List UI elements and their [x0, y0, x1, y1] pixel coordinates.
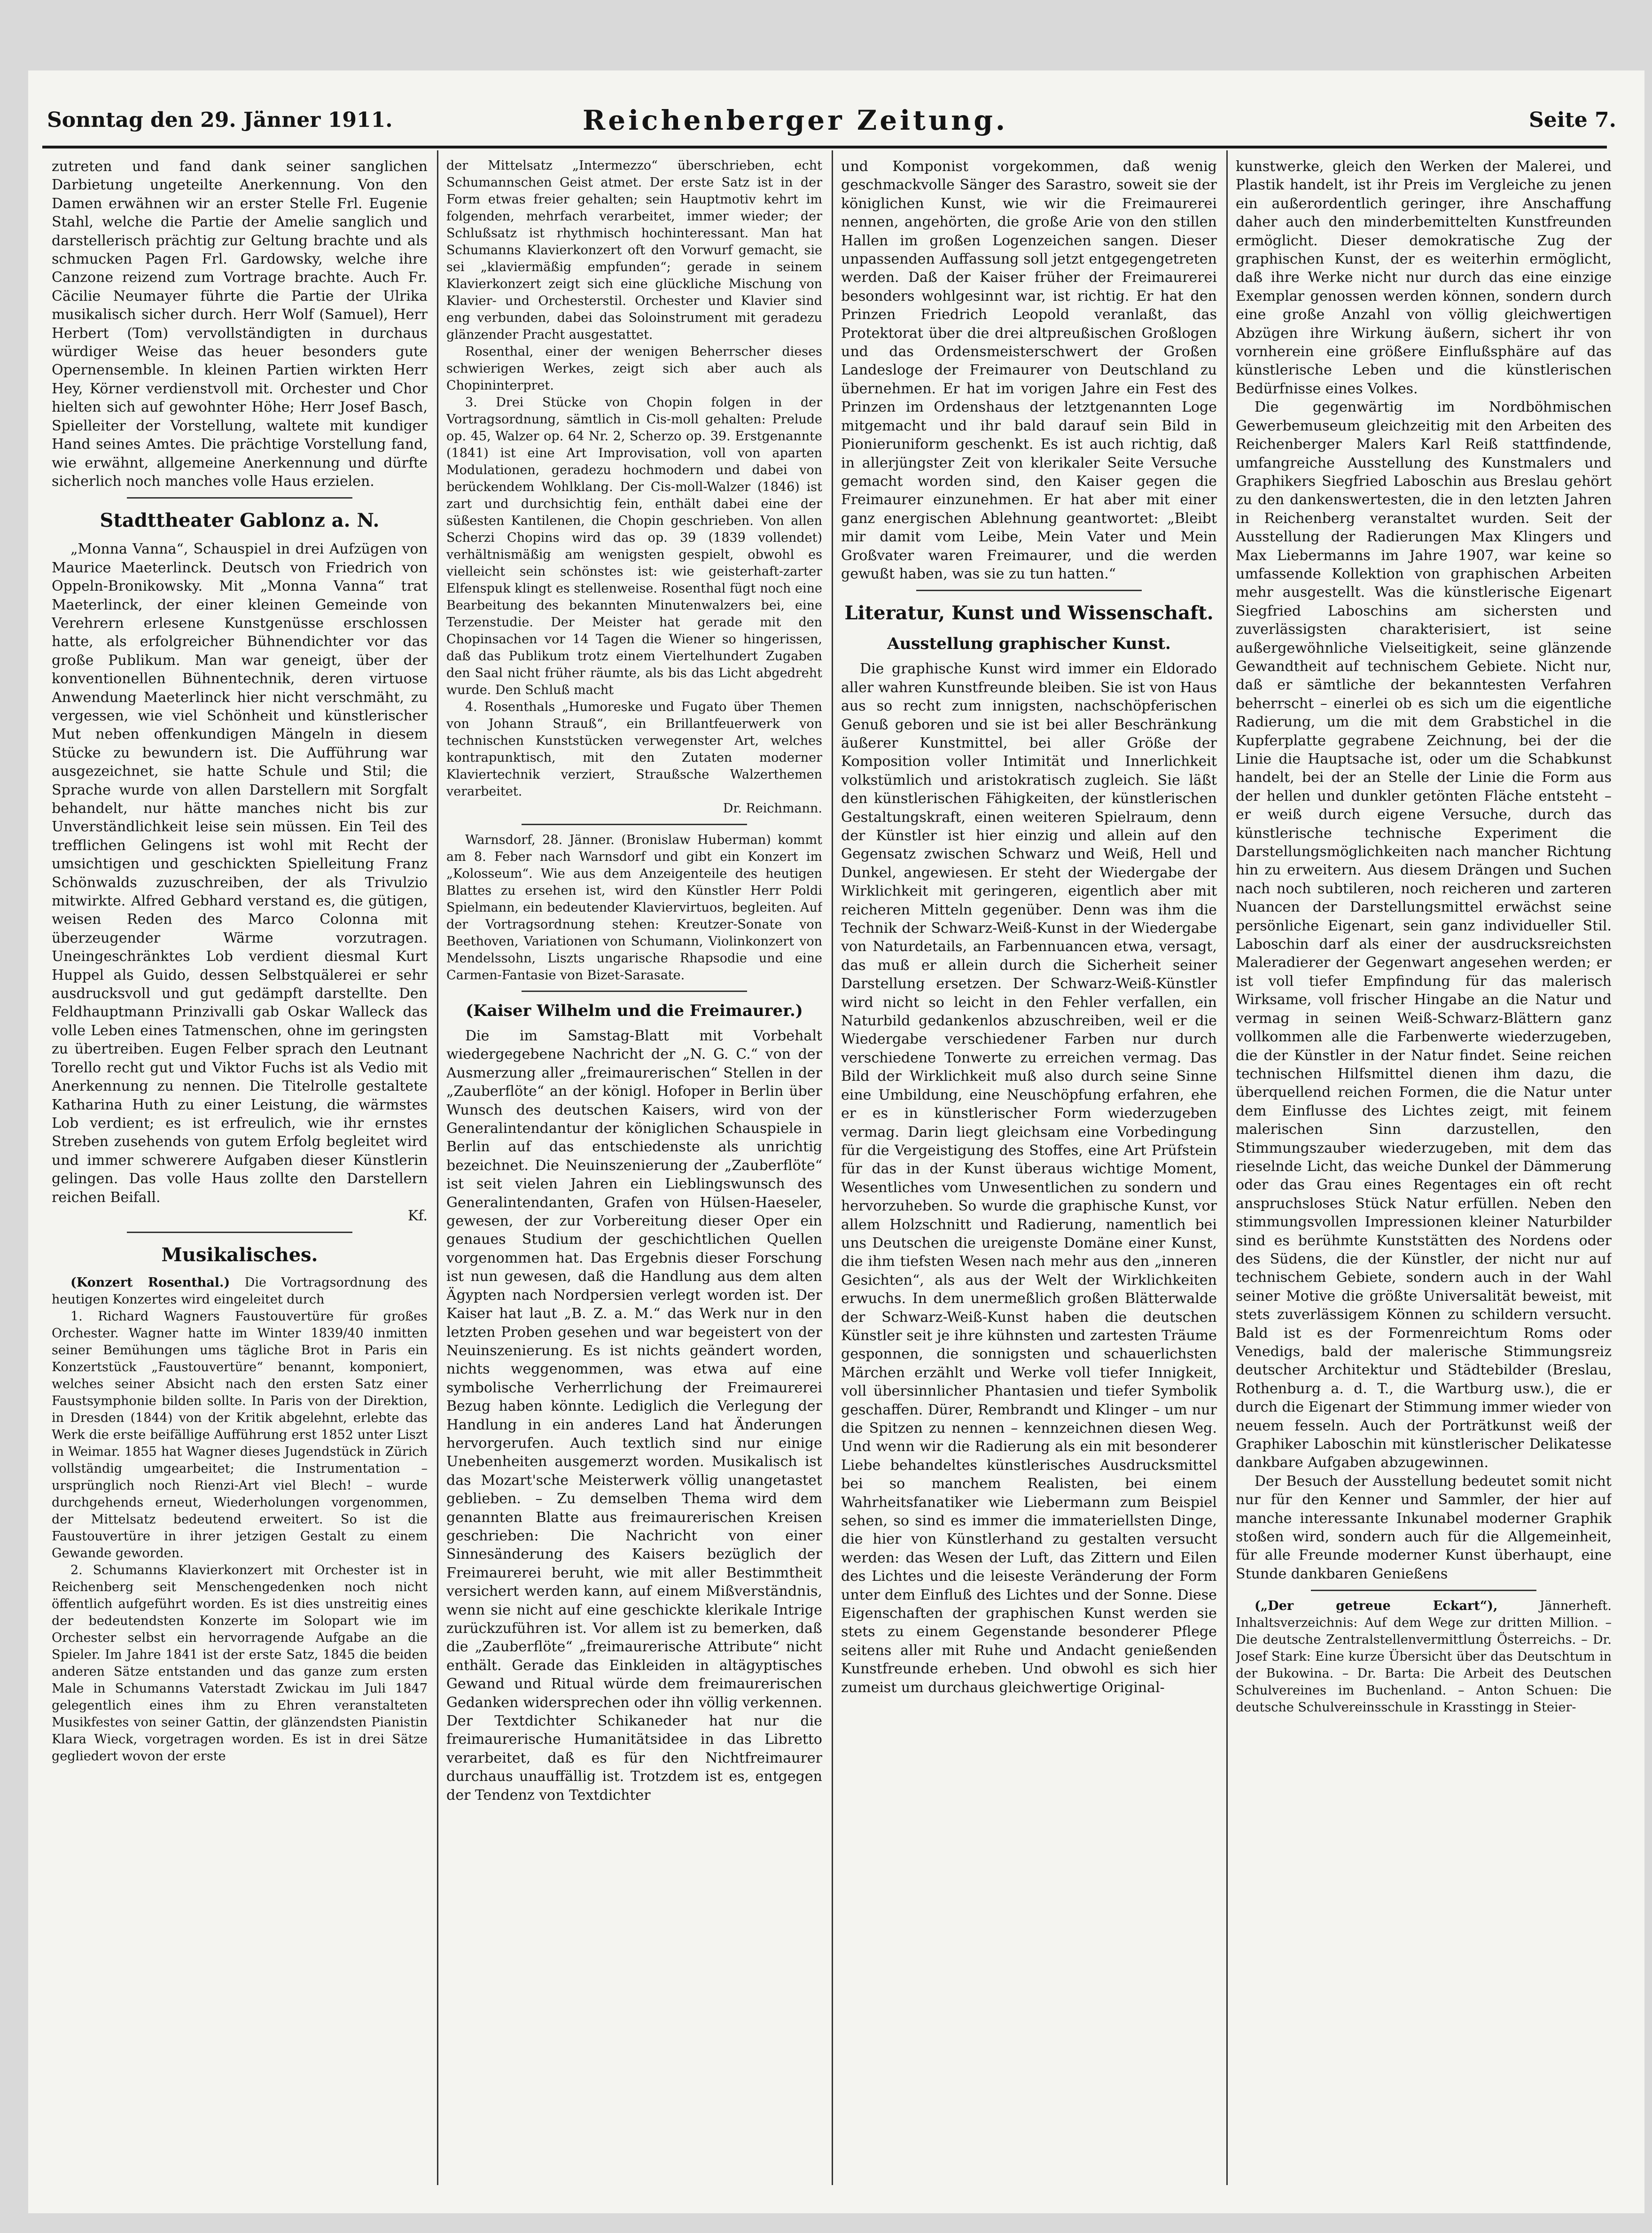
kaiser-heading: (Kaiser Wilhelm und die Freimaurer.) — [466, 1001, 803, 1020]
column-divider — [832, 150, 833, 2185]
music-heading: Musikalisches. — [161, 1244, 318, 1266]
section-divider — [916, 590, 1142, 591]
column-divider — [437, 150, 438, 2185]
kaiser-article-continued: und Komponist vorgekommen, daß wenig geschmackvolle Sänger des Sarastro, soweit sie der königlichen Kunst, wie wir die Freimaurerei nennen, angehörten, die große Arie von den stillen Hallen im großen Logenzeichen sangen. Dieser unpassenden Auffassung soll jetzt entgegengetreten werden. Daß der Kaiser früher der Freimaurerei besonders wohlgesinnt war, ist richtig. Er hat den Prinzen Friedrich Leopold veranlaßt, das Protektorat über die drei altpreußischen Großlogen und das Ordensmeisterschwert der Großen Landesloge der Freimaurer von Deutschland zu übernehmen. Er hat im vorigen Jahre ein Fest des Prinzen im Ordenshaus der letztgenannten Loge mitgemacht und ihr bald darauf sein Bild in Pionieruniform geschenkt. Es ist auch richtig, daß in allerjüngster Zeit von klerikaler Seite Versuche gemacht worden sind, den Kaiser gegen die Freimaurer einzunehmen. Er hat aber mit einer ganz energischen Ablehnung geantwortet: „Bleibt mir damit vom Leibe, Mein Vater und Mein Großvater waren Freimaurer, und die werden gewußt haben, was sie zu tun hatten.“ — [841, 158, 1217, 582]
program-item-4: 4. Rosenthals „Humoreske und Fugato über Themen von Johann Strauß“, ein Brillantfeuerwerk von technischen Kunststücken verwegenster Art, welches kontrapunktisch, mit den Zutaten moderner Klaviertechnik verziert, Straußsche Walzerthemen verarbeitet. — [446, 700, 822, 799]
laboschin-exhibition: Die gegenwärtig im Nordböhmischen Gewerbemuseum gleichzeitig mit den Arbeiten des Reichenberger Malers Karl Reiß stattfindende, umfangreiche Ausstellung des Kunstmalers und Graphikers Siegfried Laboschin aus Breslau gehört zu den dankenswertesten, die in den letzten Jahren in Reichenberg veranstaltet wurden. Seit der Ausstellung der Radierungen Max Klingers und Max Liebermanns im Jahre 1907, war keine so umfassende Kollektion von graphischen Arbeiten mehr ausgestellt. Was die künstlerische Eigenart Siegfried Laboschins am sichersten und zuverlässigsten charakterisiert, ist seine außergewöhnliche Vielseitigkeit, seine glänzende Gewandtheit auf technischem Gebiete. Nicht nur, daß er sämtliche der bekanntesten Verfahren beherrscht – einerlei ob es sich um die eigentliche Radierung, um die mit dem Grabstichel in die Kupferplatte gegrabene Zeichnung, bei der die Linie die Hauptsache ist, oder um die Schabkunst handelt, bei der an Stelle der Linie die Form aus der hellen und dunkler getönten Fläche entsteht – er weiß durch eigene Versuche, durch das künstlerische technische Experiment die Darstellungsmöglichkeiten nach mancher Richtung hin zu erweitern. Aus diesem Drängen und Suchen nach noch subtileren, noch reicheren und zarteren Nuancen der Darstellungsmittel erwächst seine persönliche Eigenart, sein ganz individueller Stil. Laboschin darf als einer der ausdrucksreichsten Maleradierer der Gegenwart angesehen werden; er ist voll tiefer Empfindung für das malerisch Wirksame, voll frischer Hingabe an die Natur und vermag in seinen Weiß-Schwarz-Blättern ganz vollkommen alle die Farbenwerte wiederzugeben, die der Künstler in der Natur findet. Seine reichen technischen Hilfsmittel dienen ihm dazu, die überquellend reichen Formen, die die Natur unter dem Einflusse des Lichtes zeigt, mit feinem malerischen Sinn darzustellen, den Stimmungszauber wiederzugeben, mit dem das rieselnde Licht, das weiche Dunkel der Dämmerung oder das Grau eines Regentages ein oft recht anspruchsloses Stück Natur erfüllen. Neben den stimmungsvollen Impressionen kleiner Naturbilder sind es berühmte Kunststätten des Nordens oder des Südens, die der Künstler, der nicht nur auf technischem Gebiete, sondern auch in der Wahl seiner Motive die größte Universalität beweist, mit stets zuverlässigem Können zu schildern versucht. Bald ist es der Formenreichtum Roms oder Venedigs, bald der malerische Stimmungsreiz deutscher Architektur und Städtebilder (Breslau, Rothenburg a. d. T., die Wartburg usw.), die er durch die Eigenart der Stimmung immer wieder von neuem fesseln. Auch der Porträtkunst weiß der Graphiker Laboschin mit künstlerischer Delikatesse dankbare Aufgaben abzugewinnen. — [1236, 399, 1612, 1471]
column-1 — [52, 157, 428, 2178]
eckart-head: („Der getreue Eckart“), — [1255, 1599, 1498, 1614]
program-item-1: 1. Richard Wagners Faustouvertüre für großes Orchester. Wagner hatte im Winter 1839/40 inmitten seiner Bemühungen ums tägliche Brot in Paris ein Konzertstück „Faustouvertüre“ benannt, komponiert, welches seiner Absicht nach den ersten Satz einer Faustsymphonie bilden sollte. In Paris von der Direktion, in Dresden (1844) von der Kritik abgelehnt, erlebte das Werk die erste beifällige Aufführung erst 1852 unter Liszt in Weimar. 1855 hat Wagner dieses Jugendstück in Zürich vollständig umgearbeitet; die Instrumentation – ursprünglich noch Rienzi-Art viel Blech! – wurde durchgehends erneut, Wiederholungen vorgenommen, der Mittelsatz bedeutend erweitert. So ist die Faustouvertüre in ihrer jetzigen Gestalt zu einem Gewande geworden. — [52, 1309, 428, 1561]
graphic-art-article: Die graphische Kunst wird immer ein Eldorado aller wahren Kunstfreunde bleiben. Sie ist von Haus aus so recht zum innigsten, nachschöpferischen Genuß geboren und sie ist bei aller Beschränkung äußerer Kunstmittel, bei aller Größe der Komposition voller Intimität und Innerlichkeit volkstümlich und aristokratisch zugleich. Sie läßt den künstlerischen Fähigkeiten, der künstlerischen Gestaltungskraft, einen weiteren Spielraum, denn der Künstler ist hier einzig und allein auf den Gegensatz zwischen Schwarz und Weiß, Hell und Dunkel, angewiesen. Er steht der Wiedergabe der Wirklichkeit mit geringeren, eigentlich aber mit reicheren Mitteln gegenüber. Denn was ihm die Technik der Schwarz-Weiß-Kunst in der Wiedergabe von Naturdetails, an Farbennuancen etwa, versagt, das muß er allein durch die Sicherheit seiner Darstellung ersetzen. Der Schwarz-Weiß-Künstler wird nicht so leicht in den Fehler verfallen, ein Naturbild gedankenlos abzuschreiben, weil er die Wiedergabe verschiedener Farben nur durch verschiedene Tonwerte zu erreichen vermag. Das Bild der Wirklichkeit muß also durch seine Sinne eine Umbildung, eine Neuschöpfung erfahren, ehe er es in künstlerischer Form wiederzugeben vermag. Darin liegt gleichsam eine Vorbedingung für die Vergeistigung des Stoffes, eine Art Prüfstein für das in der Kunst überaus wichtige Moment, Wesentliches vom Unwesentlichen zu sondern und hervorzuheben. So wurde die graphische Kunst, vor allem Holzschnitt und Radierung, namentlich bei uns Deutschen die ureigenste Domäne einer Kunst, die ihm tiefsten Wesen nach mehr aus den „inneren Gesichten“, als aus der Welt der Wirklichkeiten erwuchs. In dem unermeßlich großen Blätterwalde der Schwarz-Weiß-Kunst haben die deutschen Künstler seit je ihre kühnsten und zartesten Träume gesponnen, die sonnigsten und schauerlichsten Märchen erzählt und Werke voll tiefer Innigkeit, voll übersinnlicher Phantasien und tiefer Symbolik geschaffen. Dürer, Rembrandt und Klinger – um nur die Spitzen zu nennen – kennzeichnen diesen Weg. Und wenn wir die Radierung als ein mit besonderer Liebe behandeltes künstlerisches Ausdrucksmittel bei so manchem Realisten, bei einem Wahrheitsfanatiker wie Liebermann zum Beispiel sehen, so sind es immer die immateriellsten Dinge, die hier von Künstlerhand zu gestalten versucht werden: das Wesen der Luft, das Zittern und Eilen des Lichtes und die leiseste Veränderung der Form unter dem Einfluß des Lichtes und der Sonne. Diese Eigenschaften der graphischen Kunst werden sie stets zu einem Gegenstande besonderer Pflege seitens aller mit Ruhe und Andacht genießenden Kunstfreunde erheben. Und obwohl es sich hier zumeist um durchaus gleichwertige Original- — [841, 661, 1217, 1696]
opera-review-end: zutreten und fand dank seiner sanglichen Darbietung ungeteilte Anerkennung. Von den Damen erwähnen wir an erster Stelle Frl. Eugenie Stahl, welche die Partie der Amelie sanglich und darstellerisch prächtig zur Geltung brachte und als schmucken Pagen Frl. Gardowsky, welche ihre Canzone reizend zum Vortrage brachte. Auch Fr. Cäcilie Neumayer führte die Partie der Ulrika musikalisch sicher durch. Herr Wolf (Samuel), Herr Herbert (Tom) vervollständigten in durchaus würdiger Weise das heuer besonders gute Opernensemble. In kleinen Partien wirkten Herr Hey, Körner verdienstvoll mit. Orchester und Chor hielten sich auf gewohnter Höhe; Herr Josef Basch, Spielleiter der Vorstellung, waltete mit kundiger Hand seines Amtes. Die prächtige Vorstellung fand, wie erwähnt, allgemeine Anerkennung und dürfte sicherlich noch manches volle Haus erzielen. — [52, 158, 428, 490]
section-divider — [522, 824, 747, 825]
exhibition-heading: Ausstellung graphischer Kunst. — [887, 634, 1171, 654]
kaiser-article: Die im Samstag-Blatt mit Vorbehalt wiedergegebene Nachricht der „N. G. C.“ von der Ausmerzung aller „freimaurerischen“ Stellen in der „Zauberflöte“ an der königl. Hofoper in Berlin über Wunsch des deutschen Kaisers, wird von der Generalintendantur der königlichen Schauspiele in Berlin auf das entschiedenste als unrichtig bezeichnet. Die Neuinszenierung der „Zauberflöte“ ist seit vielen Jahren ein Lieblingswunsch des Generalintendanten, Grafen von Hülsen-Haeseler, gewesen, der zur Vorbereitung dieser Oper ein genaues Studium der geschichtlichen Quellen vorgenommen hat. Das Ergebnis dieser Forschung ist nun gewesen, daß die Handlung aus dem alten Ägypten nach Nordpersien verlegt worden ist. Der Kaiser hat laut „B. Z. a. M.“ das Werk nur in den letzten Proben gesehen und war begeistert von der Neuinszenierung. Es ist nichts geändert worden, nichts weggenommen, was etwa auf eine symbolische Verherrlichung der Freimaurerei Bezug haben könnte. Lediglich die Verlegung der Handlung in ein anderes Land hat Änderungen hervorgerufen. Auch textlich sind nur einige Unebenheiten ausgemerzt worden. Musikalisch ist das Mozart'sche Meisterwerk völlig unangetastet geblieben. – Zu demselben Thema wird dem genannten Blatte aus freimaurerischen Kreisen geschrieben: Die Nachricht von einer Sinnesänderung des Kaisers bezüglich der Freimaurerei beruht, wie mit aller Bestimmtheit versichert werden kann, auf einem Mißverständnis, wenn sie nicht auf eine geschickte klerikale Intrige zurückzuführen ist. Vor allem ist zu bemerken, daß die „Zauberflöte“ „freimaurerische Attribute“ nicht enthält. Gerade das Einkleiden in altägyptisches Gewand und Ritual würde dem freimaurerischen Gedanken widersprechen oder ihn völlig verkennen. Der Textdichter Schikaneder hat nur die freimaurerische Humanitätsidee in das Libretto verarbeitet, daß es für den Nichtfreimaurer durchaus unauffällig ist. Trotzdem ist es, entgegen der Tendenz von Textdichter — [446, 1028, 822, 1804]
column-3 — [841, 157, 1217, 2178]
newspaper-title: Reichenberger Zeitung. — [583, 104, 1008, 136]
column-2 — [446, 157, 822, 2178]
masthead — [28, 99, 1644, 141]
concert-rosenthal-head: (Konzert Rosenthal.) — [70, 1275, 230, 1290]
concert-intro: Die Vortragsordnung des heutigen Konzertes wird eingeleitet durch — [52, 1275, 428, 1307]
music-signature: Dr. Reichmann. — [723, 801, 822, 816]
schumann-continued: der Mittelsatz „Intermezzo“ überschrieben, echt Schumannschen Geist atmet. Der erste Satz ist in der Form etwas freier gehalten; sein Hauptmotiv kehrt im folgenden, mehrfach verarbeitet, immer wieder; der Schlußsatz ist rhythmisch hochinteressant. Man hat Schumanns Klavierkonzert oft den Vorwurf gemacht, sie sei „klaviermäßig empfunden“; gerade in seinem Klavierkonzert zeigt sich eine glückliche Mischung von Klavier- und Orchesterstil. Orchester und Klavier sind eng verbunden, dabei das Soloinstrument mit geradezu glänzender Pracht ausgestattet. — [446, 158, 822, 342]
page-number: Seite 7. — [1528, 108, 1616, 132]
column-4 — [1236, 157, 1612, 2178]
literature-heading: Literatur, Kunst und Wissenschaft. — [844, 602, 1214, 625]
section-divider — [127, 1232, 352, 1233]
rosenthal-note: Rosenthal, einer der wenigen Beherrscher dieses schwierigen Werkes, zeigt sich aber auch als Chopininterpret. — [446, 344, 822, 393]
graphic-art-continued: kunstwerke, gleich den Werken der Malerei, und Plastik handelt, ist ihr Preis im Vergleiche zu jenen ein außerordentlich geringer, ihre Anschaffung daher auch den minderbemittelten Kunstfreunden ermöglicht. Dieser demokratische Zug der graphischen Kunst, der es weiterhin ermöglicht, daß ihre Werke nicht nur durch das eine einzige Exemplar genossen werden können, sondern durch eine große Anzahl von völlig gleichwertigen Abzügen ihre Wirkung äußern, sichert ihr von vornherein eine größere Einflußsphäre auf das künstlerische Leben und die künstlerischen Bedürfnisse eines Volkes. — [1236, 158, 1612, 397]
masthead-rule — [42, 146, 1607, 148]
monna-vanna-review: „Monna Vanna“, Schauspiel in drei Aufzügen von Maurice Maeterlinck. Deutsch von Friedrich von Oppeln-Bronikowsky. Mit „Monna Vanna“ trat Maeterlinck, der einer kleinen Gemeinde von Verehrern erlesene Kunstgenüsse erschlossen hatte, als erfolgreicher Bühnendichter vor das große Publikum. Man war geneigt, über der konventionellen Bühnentechnik, deren virtuose Anwendung Maeterlinck hier nicht verschmäht, zu vergessen, wie viel Schönheit und künstlerischer Mut neben offenkundigen Mängeln in diesem Stücke zu bewundern ist. Die Aufführung war ausgezeichnet, sie hatte Schule und Stil; die Sprache wurde von allen Darstellern mit Sorgfalt behandelt, nur hätte manches nicht bis zur Unverständlichkeit leise sein müssen. Ein Teil des trefflichen Gelingens ist wohl mit Recht der umsichtigen und geschickten Spielleitung Franz Schönwalds zuzuschreiben, der als Trivulzio mitwirkte. Alfred Gebhard verstand es, die gütigen, weisen Reden des Marco Colonna mit überzeugender Wärme vorzutragen. Uneingeschränktes Lob verdient diesmal Kurt Huppel als Guido, dessen Selbstquälerei er sehr ausdrucksvoll und gut gedämpft darstellte. Den Feldhauptmann Prinzivalli gab Oskar Walleck das volle Leben eines Tatmenschen, ohne im geringsten zu übertreiben. Eugen Felber sprach den Leutnant Torello recht gut und Viktor Fuchs ist als Vedio mit Anerkennung zu nennen. Die Titelrolle gestaltete Katharina Huth zu einer Leistung, die wärmstes Lob verdient; es ist erfreulich, wie ihr ernstes Streben zusehends von gutem Erfolg begleitet wird und immer schwerere Aufgaben dieser Künstlerin gelingen. Das volle Haus zollte den Darstellern reichen Beifall. — [52, 541, 428, 1206]
newspaper-page — [28, 70, 1644, 2213]
theater-heading: Stadttheater Gablonz a. N. — [100, 509, 380, 532]
warnsdorf-notice: Warnsdorf, 28. Jänner. (Bronislaw Huberman) kommt am 8. Feber nach Warnsdorf und gibt ein Konzert im „Kolosseum“. Wie aus dem Anzeigenteile des heutigen Blattes zu ersehen ist, wird den Künstler Herr Poldi Spielmann, ein bedeutender Klaviervirtuos, begleiten. Auf der Vortragsordnung stehen: Kreutzer-Sonate von Beethoven, Variationen von Schumann, Violinkonzert von Mendelssohn, Liszts ungarische Rhapsodie und eine Carmen-Fantasie von Bizet-Sarasate. — [446, 833, 822, 983]
review-signature: Kf. — [408, 1207, 428, 1224]
column-divider — [1226, 150, 1228, 2185]
section-divider — [127, 497, 352, 499]
program-item-3: 3. Drei Stücke von Chopin folgen in der Vortragsordnung, sämtlich in Cis-moll gehalten: Prelude op. 45, Walzer op. 64 Nr. 2, Scherzo op. 39. Erstgenannte (1841) ist eine Art Improvisation, voll von aparten Modulationen, geradezu hochmodern und dabei von berückendem Wohlklang. Der Cis-moll-Walzer (1846) ist zart und durchsichtig fein, enthält dabei eine der süßesten Kantilenen, die Chopin geschrieben. Von allen Scherzi Chopins wird das op. 39 (1839 vollendet) verhältnismäßig am wenigsten gespielt, obwohl es vielleicht sein schönstes ist: wie geisterhaft-zarter Elfenspuk klingt es stellenweise. Rosenthal fügt noch eine Bearbeitung des bekannten Minutenwalzers bei, eine Terzenstudie. Der Meister hat gerade mit den Chopinsachen vor 14 Tagen die Wiener so hingerissen, daß das Publikum trotz einem Viertelhundert Zugaben den Saal nicht früher räumte, als bis das Licht abgedreht wurde. Den Schluß macht — [446, 395, 822, 697]
section-divider — [1311, 1590, 1536, 1591]
issue-date: Sonntag den 29. Jänner 1911. — [47, 108, 393, 132]
program-item-2: 2. Schumanns Klavierkonzert mit Orchester ist in Reichenberg seit Menschengedenken noch nicht öffentlich aufgeführt worden. Es ist dies unstreitig eines der bedeutendsten Konzerte im Solopart wie im Orchester selbst ein hervorragende Aufgabe an die Spieler. Im Jahre 1841 ist der erste Satz, 1845 die beiden anderen Sätze entstanden und das ganze zum ersten Male in Schumanns Vaterstadt Zwickau im Juli 1847 gelegentlich eines ihm zu Ehren veranstalteten Musikfestes von seiner Gattin, der glänzendsten Pianistin Klara Wieck, vorgetragen worden. Es ist in drei Sätze gegliedert wovon der erste — [52, 1563, 428, 1764]
eckart-contents: Jännerheft. Inhaltsverzeichnis: Auf dem Wege zur dritten Million. – Die deutsche Zentralstellenvermittlung Österreichs. – Dr. Josef Stark: Eine kurze Übersicht über das Deutschtum in der Bukowina. – Dr. Barta: Die Arbeit des Deutschen Schulvereines im Buchenland. – Anton Schuen: Die deutsche Schulvereinsschule in Krasstingg in Steier- — [1236, 1599, 1612, 1715]
section-divider — [522, 991, 747, 992]
exhibition-conclusion: Der Besuch der Ausstellung bedeutet somit nicht nur für den Kenner und Sammler, der hier auf manche interessante Inkunabel moderner Graphik stoßen wird, sondern auch für die Allgemeinheit, für alle Freunde moderner Kunst überhaupt, eine Stunde dankbaren Genießens — [1236, 1473, 1612, 1582]
